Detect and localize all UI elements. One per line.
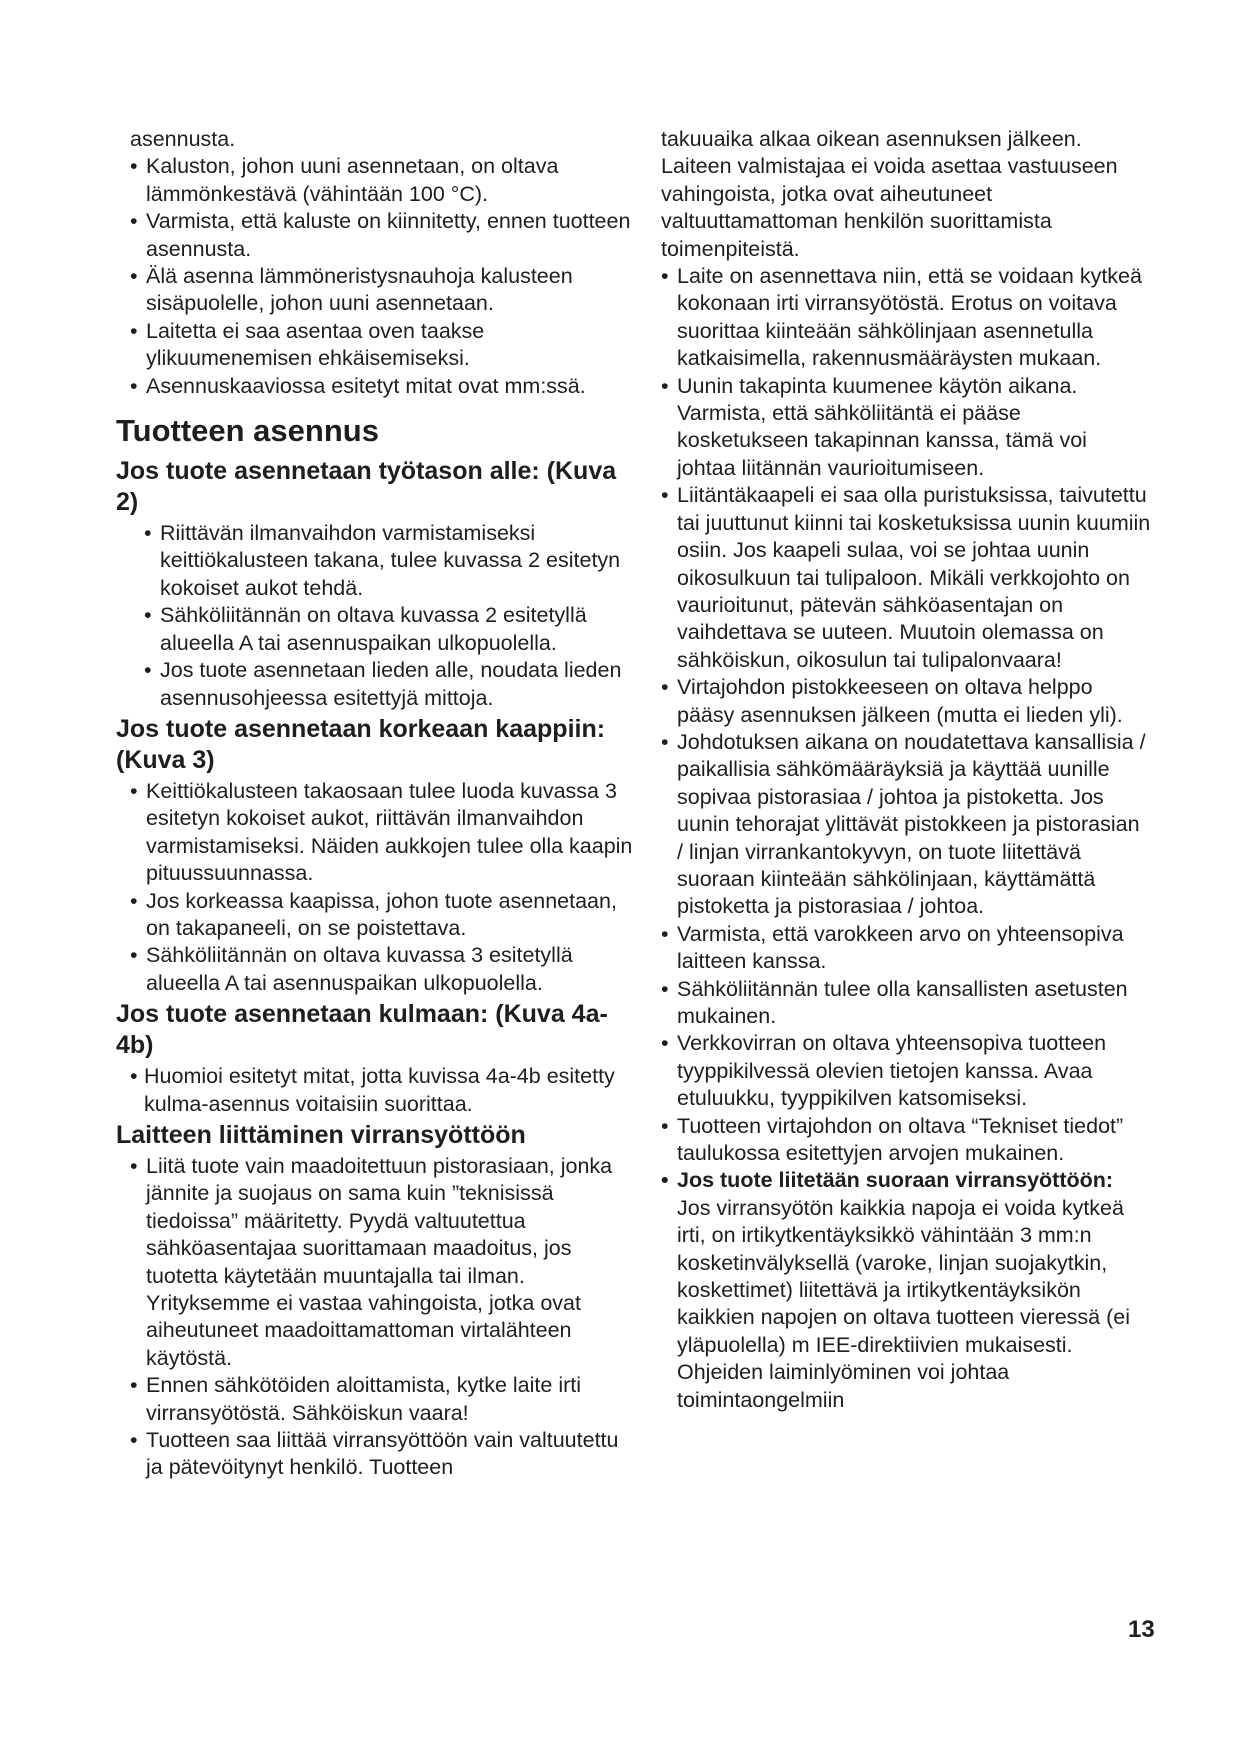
list-item: • Liitä tuote vain maadoitettuun pistorasiaan, jonka jännite ja suojaus on sama kuin ”teknisissä tiedoissa” määritetty. Pyydä valtuutettua sähköasentajaa suorittamaan maadoitus, jos tuotetta käytetään muuntajalla tai ilman. Yrityksemme ei vastaa vahingoista, jotka ovat aiheutuneet maadoittamattoman virtalähteen käytöstä. <box>130 1153 613 1370</box>
section-heading-corner: Jos tuote asennetaan kulmaan: (Kuva 4a-4b) <box>116 1000 608 1060</box>
list-item: • Keittiökalusteen takaosaan tulee luoda kuvassa 3 esitetyn kokoiset aukot, riittävän ilmanvaihdon varmistamiseksi. Näiden aukkojen tulee olla kaapin pituussuunnassa. <box>130 778 633 886</box>
list-item: • Laitetta ei saa asentaa oven taakse ylikuumenemisen ehkäisemiseksi. <box>130 318 485 371</box>
list-item: • Sähköliitännän on oltava kuvassa 3 esitetyllä alueella A tai asennuspaikan ulkopuolella. <box>130 943 573 995</box>
list-item: • Asennuskaaviossa esitetyt mitat ovat mm:ssä. <box>130 373 586 398</box>
section-corner-bullets <box>116 1063 636 1118</box>
list-item: • Jos tuote asennetaan lieden alle, noudata lieden asennusohjeessa esitettyjä mittoja. <box>144 658 622 710</box>
list-item: • Varmista, että kaluste on kiinnitetty, ennen tuotteen asennusta. <box>130 209 631 261</box>
page-title: Tuotteen asennus <box>116 413 379 449</box>
list-item: • Varmista, että varokkeen arvo on yhteensopiva laitteen kanssa. <box>661 921 1124 974</box>
list-item: • Virtajohdon pistokkeeseen on oltava helppo pääsy asennuksen jälkeen (mutta ei lieden yli). <box>661 675 1123 727</box>
left-column <box>116 126 636 1482</box>
section-heading-tall-cabinet: Jos tuote asennetaan korkeaan kaappiin: (Kuva 3) <box>116 714 606 774</box>
right-bullets <box>661 263 1151 1414</box>
right-intro: takuuaika alkaa oikean asennuksen jälkeen. Laiteen valmistajaa ei voida asettaa vastuuseen vahingoista, jotka ovat aiheutuneet valtuuttamattoman henkilön suorittamista toimenpiteistä. <box>661 127 1118 261</box>
list-item: • Sähköliitännän on oltava kuvassa 2 esitetyllä alueella A tai asennuspaikan ulkopuolella. <box>144 603 587 655</box>
list-item: • Uunin takapinta kuumenee käytön aikana. Varmista, että sähköliitäntä ei pääse kosketukseen takapinnan kanssa, tämä voi johtaa liitännän vaurioitumiseen. <box>661 373 1087 480</box>
direct-connection-label: Jos tuote liitetään suoraan virransyöttöön: <box>677 1168 1114 1193</box>
list-item: • Huomioi esitetyt mitat, jotta kuvissa 4a-4b esitetty kulma-asennus voitaisiin suorittaa. <box>130 1064 615 1116</box>
left-bullets-1 <box>116 153 636 400</box>
list-item: • Jos korkeassa kaapissa, johon tuote asennetaan, on takapaneeli, on se poistettava. <box>130 888 617 940</box>
list-item-direct-connection: • Jos tuote liitetään suoraan virransyöttöön: Jos virransyötön kaikkia napoja ei voida kytkeä irti, on irtikytkentäyksikkö vähintään 3 mm:n kosketinvälyksellä (varoke, linjan suojakytkin, koskettimet) liitettävä ja irtikytkentäyksikön kaikkien napojen on oltava tuotteen vieressä (ei yläpuolella) m IEE-direktiivien mukaisesti. Ohjeiden laiminlyöminen voi johtaa toimintaongelmiin <box>661 1168 1130 1412</box>
list-item: • Sähköliitännän tulee olla kansallisten asetusten mukainen. <box>661 976 1128 1028</box>
direct-connection-text: Jos virransyötön kaikkia napoja ei voida kytkeä irti, on irtikytkentäyksikkö vähintään 3 mm:n kosketinvälyksellä (varoke, linjan suojakytkin, koskettimet) liitettävä ja irtikytkentäyksikön kaikkien napojen on oltava tuotteen vieressä (ei yläpuolella) m IEE-direktiivien mukaisesti. Ohjeiden laiminlyöminen voi johtaa toimintaongelmiin <box>677 1195 1130 1412</box>
page-number: 13 <box>1128 1616 1155 1643</box>
section-heading-worktop: Jos tuote asennetaan työtason alle: (Kuva 2) <box>116 457 617 517</box>
list-item: • Älä asenna lämmöneristysnauhoja kalusteen sisäpuolelle, johon uuni asennetaan. <box>130 264 573 316</box>
list-item: • Kaluston, johon uuni asennetaan, on oltava lämmönkestävä (vähintään 100 °C). <box>130 154 559 206</box>
list-item: • Tuotteen saa liittää virransyöttöön vain valtuutettu ja pätevöitynyt henkilö. Tuotteen <box>130 1428 619 1480</box>
left-intro: asennusta. <box>130 127 236 151</box>
section-worktop-bullets <box>116 520 636 712</box>
list-item: • Riittävän ilmanvaihdon varmistamiseksi keittiökalusteen takana, tulee kuvassa 2 esitetyn kokoiset aukot tehdä. <box>144 521 621 600</box>
list-item: • Johdotuksen aikana on noudatettava kansallisia / paikallisia sähkömääräyksiä ja käyttää uunille sopivaa pistorasiaa / johtoa ja pistoketta. Jos uunin tehorajat ylittävät pistokkeen ja pistorasian / linjan virrankantokyvyn, on tuote liitettävä suoraan kiinteään sähkölinjaan, käyttämättä pistoketta ja pistorasiaa / johtoa. <box>661 729 1146 919</box>
section-heading-power: Laitteen liittäminen virransyöttöön <box>116 1120 526 1149</box>
right-column <box>661 126 1151 1414</box>
section-power-bullets <box>116 1153 636 1482</box>
list-item: • Liitäntäkaapeli ei saa olla puristuksissa, taivutettu tai juuttunut kiinni tai kosketuksissa uunin kuumiin osiin. Jos kaapeli sulaa, voi se johtaa uunin oikosulkuun tai tulipaloon. Mikäli verkkojohto on vaurioitunut, pätevän sähköasentajan on vaihdettava se uuteen. Muutoin olemassa on sähköiskun, oikosulun tai tulipalonvaara! <box>661 483 1151 672</box>
list-item: • Tuotteen virtajohdon on oltava “Tekniset tiedot” taulukossa esitettyjen arvojen mukainen. <box>661 1113 1124 1166</box>
list-item: • Laite on asennettava niin, että se voidaan kytkeä kokonaan irti virransyötöstä. Erotus on voitava suorittaa kiinteään sähkölinjaan asennetulla katkaisimella, rakennusmääräysten mukaan. <box>661 264 1142 371</box>
list-item: • Ennen sähkötöiden aloittamista, kytke laite irti virransyötöstä. Sähköiskun vaara! <box>130 1373 582 1425</box>
section-tall-cabinet-bullets <box>116 778 636 997</box>
list-item: • Verkkovirran on oltava yhteensopiva tuotteen tyyppikilvessä olevien tietojen kanssa. Avaa etuluukku, tyyppikilven katsomiseksi. <box>661 1031 1107 1111</box>
